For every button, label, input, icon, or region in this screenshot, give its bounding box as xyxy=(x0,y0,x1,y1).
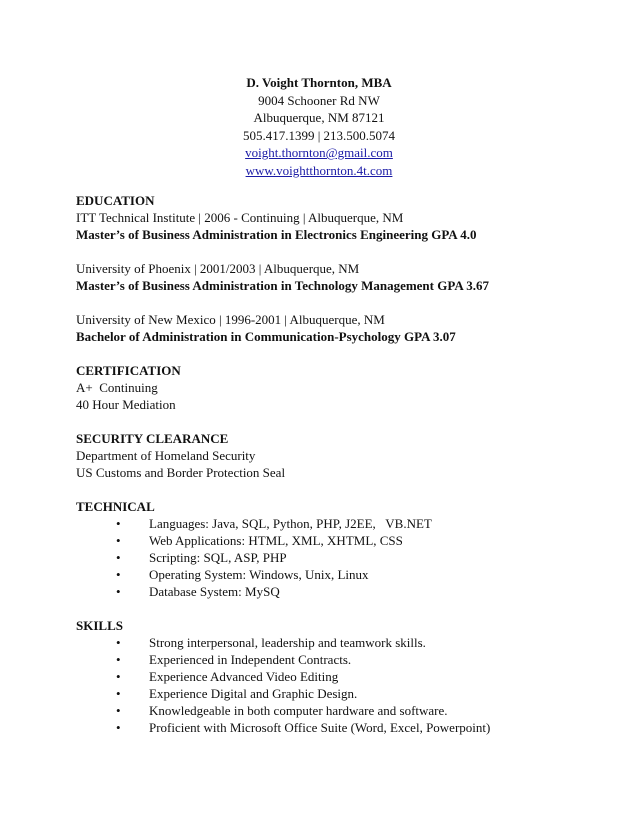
list-item-text: Experience Advanced Video Editing xyxy=(149,669,339,684)
skills-heading: SKILLS xyxy=(76,618,123,633)
list-item xyxy=(76,549,616,566)
bullet-icon: • xyxy=(116,567,121,582)
city-state-zip: Albuquerque, NM 87121 xyxy=(253,110,385,125)
bullet-icon: • xyxy=(116,669,121,684)
education-entry xyxy=(76,260,616,294)
certification-item: A+ Continuing xyxy=(76,380,158,395)
bullet-icon: • xyxy=(116,550,121,565)
list-item xyxy=(76,719,616,736)
education-heading: EDUCATION xyxy=(76,193,155,208)
phone-numbers: 505.417.1399 | 213.500.5074 xyxy=(242,127,396,143)
bullet-icon: • xyxy=(116,584,121,599)
list-item-text: Web Applications: HTML, XML, XHTML, CSS xyxy=(149,533,403,548)
bullet-icon: • xyxy=(116,516,121,531)
education-entry xyxy=(76,209,616,243)
list-item xyxy=(76,532,616,549)
bullet-icon: • xyxy=(116,533,121,548)
website-link[interactable]: www.voightthornton.4t.com xyxy=(245,162,393,178)
school-line: ITT Technical Institute | 2006 - Continuing | Albuquerque, NM xyxy=(76,210,404,225)
list-item xyxy=(76,515,616,532)
list-item-text: Languages: Java, SQL, Python, PHP, J2EE, VB.NET xyxy=(149,516,432,531)
technical-heading: TECHNICAL xyxy=(76,499,155,514)
list-item xyxy=(76,634,616,651)
degree-line: Master’s of Business Administration in Electronics Engineering GPA 4.0 xyxy=(76,227,477,242)
bullet-icon: • xyxy=(116,635,121,650)
degree-line: Master’s of Business Administration in Technology Management GPA 3.67 xyxy=(76,278,490,293)
list-item xyxy=(76,566,616,583)
list-item xyxy=(76,651,616,668)
school-line: University of Phoenix | 2001/2003 | Albuquerque, NM xyxy=(76,261,360,276)
contact-header xyxy=(0,74,638,179)
list-item-text: Operating System: Windows, Unix, Linux xyxy=(149,567,369,582)
list-item-text: Proficient with Microsoft Office Suite (Word, Excel, Powerpoint) xyxy=(149,720,491,735)
technical-list xyxy=(76,515,616,600)
clearance-item: US Customs and Border Protection Seal xyxy=(76,465,286,480)
email-link[interactable]: voight.thornton@gmail.com xyxy=(245,145,393,160)
list-item xyxy=(76,702,616,719)
certification-heading: CERTIFICATION xyxy=(76,363,181,378)
clearance-section xyxy=(76,430,616,481)
degree-line: Bachelor of Administration in Communication-Psychology GPA 3.07 xyxy=(76,329,456,344)
school-line: University of New Mexico | 1996-2001 | Albuquerque, NM xyxy=(76,312,385,327)
list-item-text: Scripting: SQL, ASP, PHP xyxy=(149,550,287,565)
bullet-icon: • xyxy=(116,652,121,667)
certification-section xyxy=(76,362,616,413)
list-item xyxy=(76,583,616,600)
skills-section xyxy=(76,617,616,736)
bullet-icon: • xyxy=(116,703,121,718)
list-item xyxy=(76,668,616,685)
technical-section xyxy=(76,498,616,600)
bullet-icon: • xyxy=(116,720,121,735)
education-entry xyxy=(76,311,616,345)
list-item-text: Experience Digital and Graphic Design. xyxy=(149,686,358,701)
list-item-text: Database System: MySQ xyxy=(149,584,280,599)
street-address: 9004 Schooner Rd NW xyxy=(258,92,380,108)
bullet-icon: • xyxy=(116,686,121,701)
certification-item: 40 Hour Mediation xyxy=(76,397,176,412)
list-item-text: Strong interpersonal, leadership and teamwork skills. xyxy=(149,635,426,650)
list-item xyxy=(76,685,616,702)
clearance-item: Department of Homeland Security xyxy=(76,448,256,463)
skills-list xyxy=(76,634,616,736)
list-item-text: Knowledgeable in both computer hardware and software. xyxy=(149,703,448,718)
applicant-name: D. Voight Thornton, MBA xyxy=(246,75,392,90)
list-item-text: Experienced in Independent Contracts. xyxy=(149,652,352,667)
resume-body xyxy=(76,192,616,736)
education-section xyxy=(76,192,616,345)
clearance-heading: SECURITY CLEARANCE xyxy=(76,431,229,446)
